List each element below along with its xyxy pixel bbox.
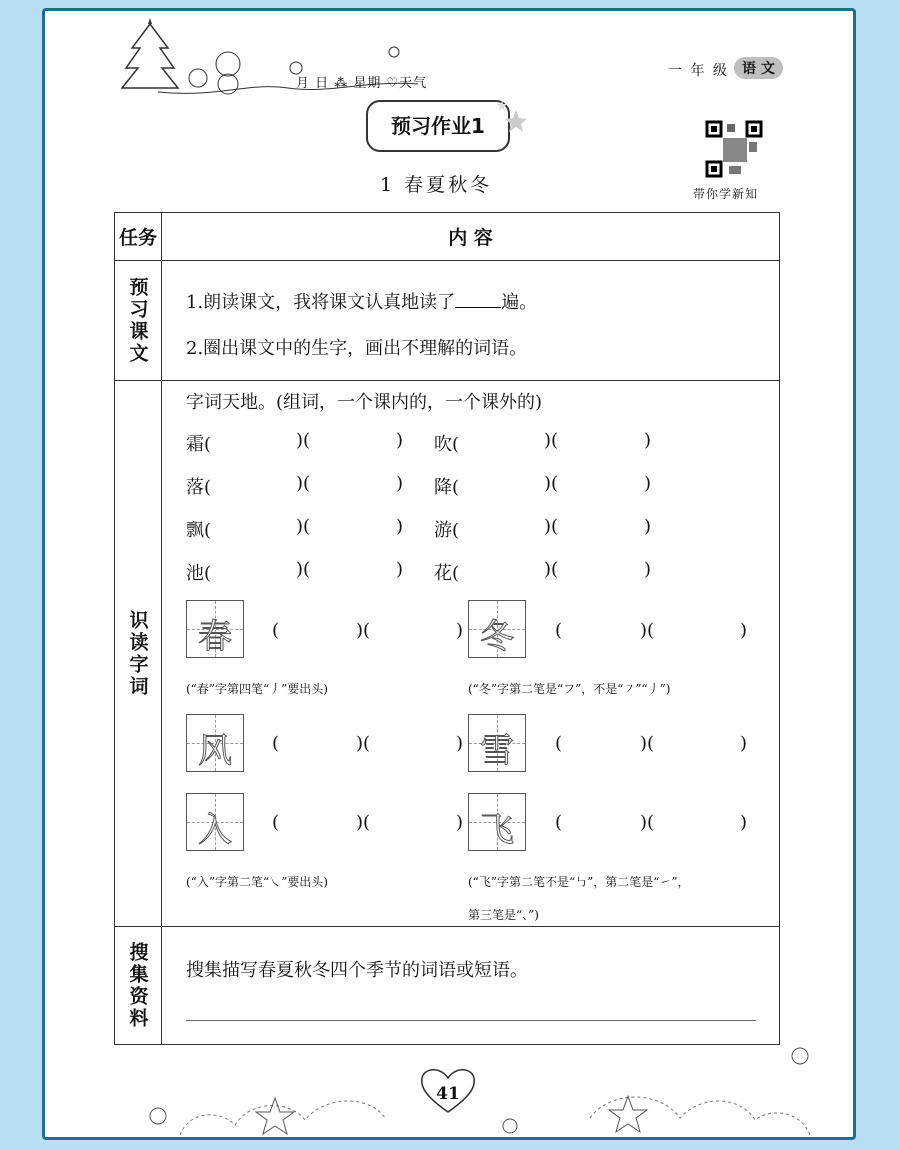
char-grid-chun: 春 bbox=[186, 600, 244, 658]
star-icon bbox=[609, 1096, 647, 1132]
page-number: 41 bbox=[436, 1084, 460, 1104]
char-grid-ru: 入 bbox=[186, 793, 244, 851]
words-intro: 字词天地。(组词，一个课内的，一个课外的) bbox=[186, 392, 543, 413]
paren-open: ( bbox=[555, 733, 563, 754]
tree-icon bbox=[122, 24, 178, 88]
note-ru: (“入”字第二笔“㇏”要出头) bbox=[186, 875, 328, 889]
paren-open: ( bbox=[272, 620, 280, 641]
paren-close: ) bbox=[456, 812, 464, 833]
preview-line-1: 1.朗读课文，我将课文认真地读了 遍。 bbox=[186, 288, 537, 314]
collect-prompt: 搜集描写春夏秋冬四个季节的词语或短语。 bbox=[186, 960, 528, 981]
snowman-head-icon bbox=[216, 52, 240, 76]
paren-open: ( bbox=[272, 812, 280, 833]
cloud-line bbox=[180, 1097, 810, 1135]
qr-caption: 带你学新知 bbox=[693, 187, 759, 201]
note-dong: (“冬”字第二笔是“フ”，不是“㇇”“丿”) bbox=[468, 682, 671, 696]
task-collect: 搜集资料 bbox=[115, 927, 162, 1045]
subject-badge: 语 文 bbox=[734, 57, 783, 79]
balloon-icon bbox=[389, 47, 399, 57]
grade-label: 一 年 级 bbox=[668, 63, 729, 79]
cloud-decoration bbox=[140, 1040, 840, 1140]
preview-content bbox=[162, 261, 780, 381]
paren-open: ( bbox=[272, 733, 280, 754]
qr-code-icon[interactable] bbox=[705, 120, 763, 178]
note-fei-2: 第三笔是“、”) bbox=[468, 908, 539, 922]
circle-icon bbox=[792, 1048, 808, 1064]
read-count-blank[interactable] bbox=[455, 289, 501, 308]
paren-close: ) bbox=[456, 733, 464, 754]
star-icon bbox=[256, 1098, 294, 1134]
lesson-title: 1 春夏秋冬 bbox=[380, 174, 493, 196]
char-grid-dong: 冬 bbox=[468, 600, 526, 658]
paren-mid: )( bbox=[356, 733, 371, 754]
date-line: 月 日 ⁂ 星期 ♡天气 bbox=[296, 76, 428, 91]
paren-close: ) bbox=[740, 620, 748, 641]
char-grid-xue: 雪 bbox=[468, 714, 526, 772]
note-chun: (“春”字第四笔“丿”要出头) bbox=[186, 682, 328, 696]
stars-icon bbox=[494, 98, 528, 134]
circle-icon bbox=[150, 1108, 166, 1124]
paren-close: ) bbox=[740, 812, 748, 833]
paren-open: ( bbox=[555, 620, 563, 641]
ornament-icon bbox=[189, 69, 207, 87]
task-words: 识读字词 bbox=[115, 381, 162, 927]
preview-line-2: 2.圈出课文中的生字，画出不理解的词语。 bbox=[186, 338, 528, 359]
paren-mid: )( bbox=[356, 620, 371, 641]
header-task: 任务 bbox=[115, 213, 162, 261]
paren-mid: )( bbox=[640, 620, 655, 641]
note-fei-1: (“飞”字第二笔不是“㇉”，第二笔是“㇀”， bbox=[468, 875, 690, 889]
circle-icon bbox=[503, 1119, 517, 1133]
collect-content bbox=[162, 927, 780, 1045]
paren-close: ) bbox=[456, 620, 464, 641]
paren-mid: )( bbox=[640, 812, 655, 833]
char-grid-fei: 飞 bbox=[468, 793, 526, 851]
answer-line[interactable] bbox=[186, 1020, 756, 1021]
paren-mid: )( bbox=[640, 733, 655, 754]
paren-mid: )( bbox=[356, 812, 371, 833]
char-grid-feng: 风 bbox=[186, 714, 244, 772]
star-icon bbox=[148, 18, 152, 24]
paren-open: ( bbox=[555, 812, 563, 833]
task-preview: 预习课文 bbox=[115, 261, 162, 381]
paren-close: ) bbox=[740, 733, 748, 754]
homework-title: 预习作业1 bbox=[366, 100, 510, 152]
header-content: 内 容 bbox=[162, 213, 780, 261]
